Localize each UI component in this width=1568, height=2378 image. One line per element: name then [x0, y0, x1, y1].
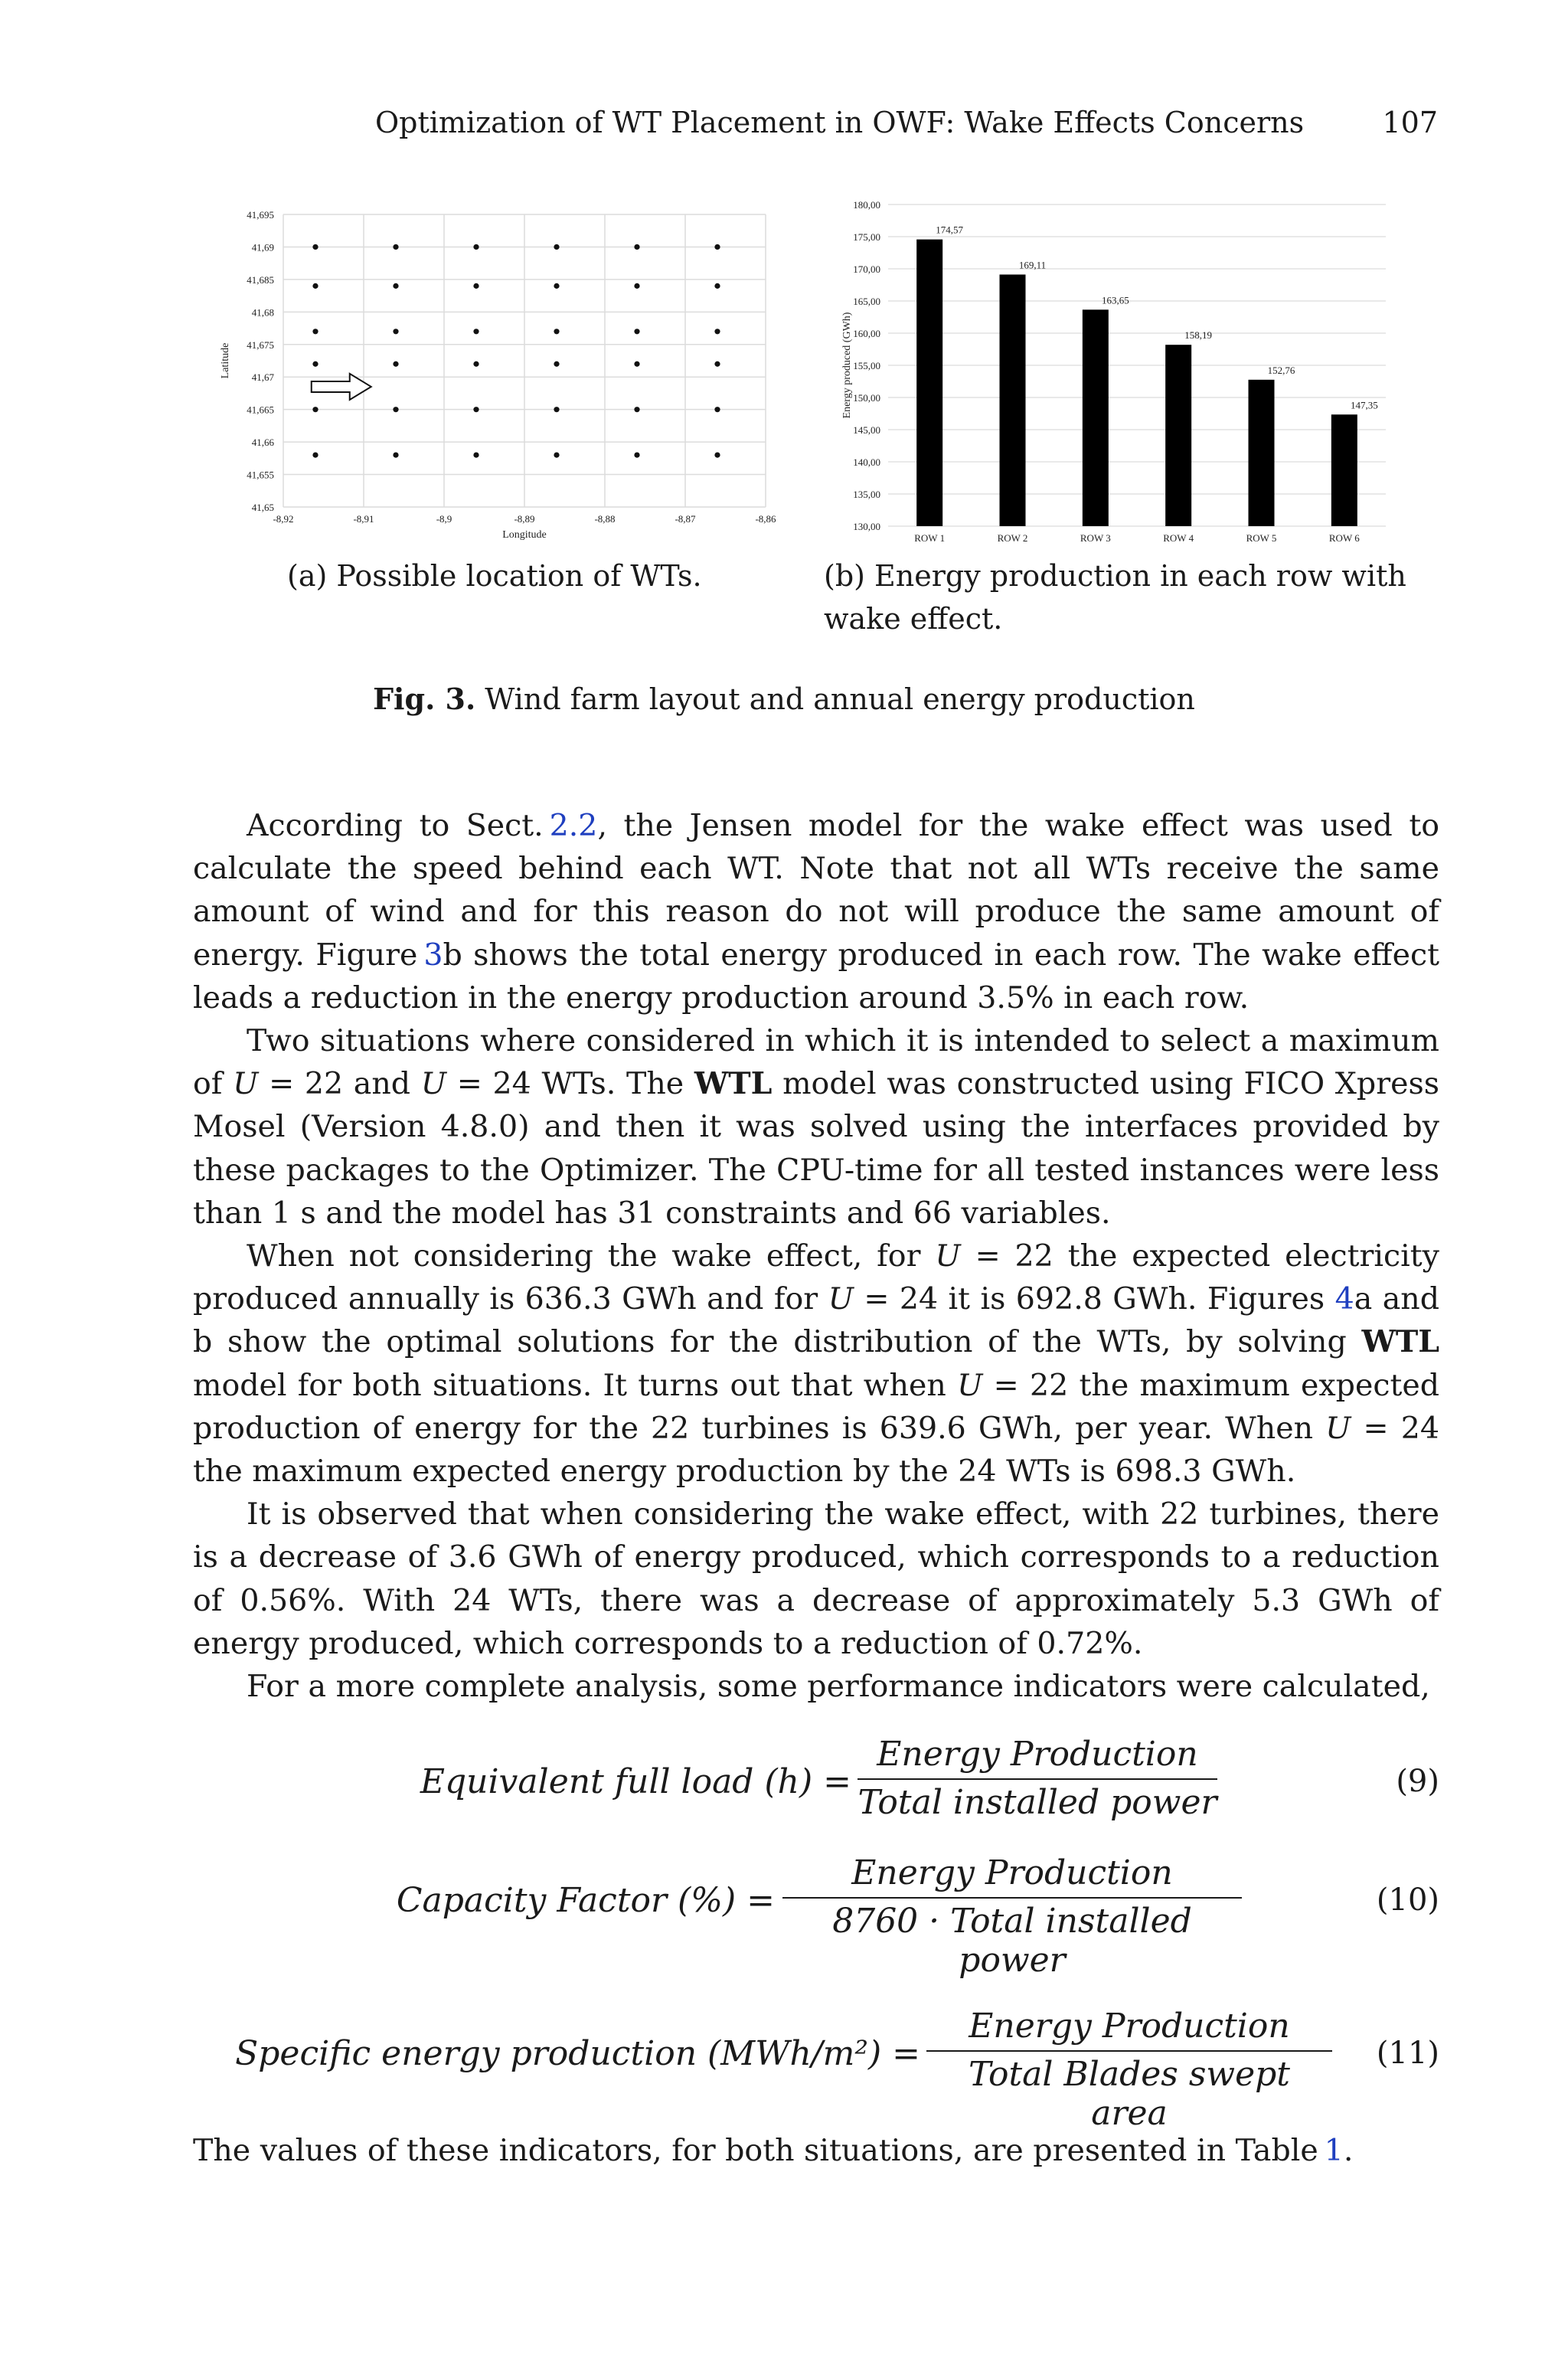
y-tick-label: 41,68: [251, 306, 274, 319]
x-tick-label: ROW 3: [1080, 532, 1111, 544]
equation-10: [193, 1853, 1439, 1980]
subfigure-b-caption-line2: wake effect.: [824, 602, 1003, 636]
y-tick-label: 41,66: [251, 437, 274, 449]
x-tick-label: -8,88: [594, 513, 616, 525]
turbine-point: [554, 361, 559, 367]
y-tick-label: 155,00: [853, 360, 880, 371]
turbine-point: [634, 452, 639, 457]
eq9-lhs: Equivalent full load (h) =: [420, 1762, 851, 1801]
p3-text-a: When not considering the wake effect, for: [247, 1238, 921, 1274]
p3-var-u3: U: [957, 1367, 983, 1403]
paragraph-2: [193, 1019, 1439, 1235]
p3-var-u2: U: [828, 1281, 854, 1317]
x-tick-label: -8,9: [436, 513, 452, 525]
p2-eq1: = 22 and: [258, 1066, 421, 1102]
turbine-point: [554, 244, 559, 250]
eq11-lhs: Specific energy production (MWh/m²) =: [235, 2034, 920, 2073]
turbine-point: [714, 407, 720, 412]
bar-value-label: 147,35: [1350, 399, 1378, 411]
figure-label: Fig. 3.: [373, 682, 476, 716]
y-tick-label: 41,675: [247, 339, 274, 351]
equation-11: [193, 2007, 1439, 2133]
turbine-point: [714, 452, 720, 457]
x-tick-label: ROW 4: [1163, 532, 1194, 544]
running-header: [375, 106, 1478, 144]
p1-text-a: According to Sect.: [247, 808, 544, 843]
y-tick-label: 175,00: [853, 231, 880, 243]
turbine-point: [714, 244, 720, 250]
turbine-point: [393, 329, 398, 334]
y-tick-label: 130,00: [853, 521, 880, 532]
eq9-numerator: Energy Production: [877, 1735, 1198, 1774]
turbine-point: [473, 283, 479, 289]
page-number: 107: [1382, 106, 1438, 139]
p2-text-b: model was constructed using FICO Xpress Mosel (Version 4.8.0) and then it was solved using the interfaces provided by these packages to the Optimizer. The CPU-time for all tested instances were less than 1 s and the model has 31 constraints and 66 variables.: [193, 1066, 1440, 1231]
turbine-point: [393, 283, 398, 289]
y-axis-label: Energy produced (GWh): [841, 312, 853, 419]
turbine-point: [312, 361, 318, 367]
turbine-point: [473, 452, 479, 457]
p6-text-a: The values of these indicators, for both situations, are presented in Table: [193, 2133, 1318, 2168]
turbine-point: [473, 244, 479, 250]
energy-bar: [1165, 345, 1191, 526]
turbine-point: [312, 244, 318, 250]
turbine-point: [714, 329, 720, 334]
subfigure-b-caption-line1: (b) Energy production in each row with: [824, 559, 1406, 593]
turbine-point: [634, 283, 639, 289]
x-tick-label: ROW 2: [997, 532, 1028, 544]
y-tick-label: 180,00: [853, 199, 880, 211]
y-tick-label: 41,655: [247, 469, 274, 481]
bar-value-label: 174,57: [936, 224, 964, 236]
p3-var-u4: U: [1325, 1410, 1351, 1446]
eq11-number: (11): [1376, 2036, 1439, 2071]
turbine-point: [312, 407, 318, 412]
paragraph-1: [193, 804, 1439, 1019]
x-axis-label: Longitude: [502, 529, 547, 541]
figure-caption-text: Wind farm layout and annual energy production: [485, 682, 1195, 716]
y-tick-label: 160,00: [853, 328, 880, 339]
p3-text-c: = 24 it is 692.8 GWh. Figures: [853, 1281, 1335, 1317]
turbine-point: [714, 283, 720, 289]
turbine-point: [554, 329, 559, 334]
energy-per-row-bar-chart: [827, 195, 1401, 555]
p3-text-g: = 24 the maximum expected energy production by the 24 WTs is 698.3 GWh.: [193, 1410, 1439, 1490]
x-tick-label: -8,86: [755, 513, 776, 525]
y-tick-label: 145,00: [853, 424, 880, 436]
eq11-numerator: Energy Production: [969, 2007, 1290, 2046]
table-1-ref-link[interactable]: 1: [1324, 2133, 1344, 2168]
turbine-point: [473, 361, 479, 367]
x-tick-label: -8,92: [273, 513, 294, 525]
paragraph-3: [193, 1235, 1439, 1493]
energy-bar: [1000, 274, 1026, 526]
wind-direction-arrow: [312, 374, 371, 400]
bar-value-label: 169,11: [1018, 259, 1047, 271]
turbine-point: [554, 283, 559, 289]
turbine-point: [634, 361, 639, 367]
turbine-point: [393, 452, 398, 457]
bar-value-label: 152,76: [1267, 364, 1295, 376]
p2-var-u1: U: [233, 1066, 259, 1102]
figure-caption: [0, 682, 1568, 716]
eq10-number: (10): [1376, 1882, 1439, 1918]
x-tick-label: -8,89: [514, 513, 535, 525]
energy-bar: [1249, 380, 1275, 526]
p3-text-d: a and b show the optimal solutions for the distribution of the WTs, by solving: [193, 1281, 1440, 1360]
paragraph-6: [193, 2129, 1439, 2172]
x-tick-label: -8,91: [353, 513, 374, 525]
turbine-point: [312, 283, 318, 289]
p2-wtl: WTL: [694, 1066, 773, 1102]
eq11-fraction: [926, 2007, 1332, 2133]
turbine-point: [714, 361, 720, 367]
body-text-top: [193, 804, 1439, 1708]
x-tick-label: ROW 1: [914, 532, 946, 544]
turbine-point: [634, 407, 639, 412]
wt-location-scatter-chart: [207, 195, 781, 555]
turbine-point: [473, 407, 479, 412]
turbine-point: [473, 329, 479, 334]
y-tick-label: 41,65: [251, 502, 274, 513]
y-tick-label: 165,00: [853, 296, 880, 307]
turbine-point: [554, 452, 559, 457]
y-tick-label: 140,00: [853, 456, 880, 468]
x-tick-label: -8,87: [675, 513, 696, 525]
p1-text-b: , the Jensen model for the wake effect was used to calculate the speed behind each WT. Note that not all WTs receive the same amount of wind and for this reason do not will produce the same amount of energy. Figure: [193, 808, 1439, 973]
energy-bar: [1083, 309, 1109, 526]
subfigure-a-caption: (a) Possible location of WTs.: [287, 559, 702, 593]
p3-wtl: WTL: [1361, 1324, 1439, 1360]
bar-value-label: 158,19: [1184, 329, 1213, 342]
running-title: Optimization of WT Placement in OWF: Wake Effects Concerns: [375, 106, 1305, 139]
y-tick-label: 41,69: [251, 241, 274, 254]
p2-text-a: Two situations where considered in which it is intended to select a maximum of: [193, 1023, 1439, 1102]
y-axis-label: Latitude: [220, 342, 231, 379]
section-ref-link[interactable]: 2.2: [549, 808, 598, 843]
energy-bar: [916, 240, 942, 526]
y-tick-label: 41,67: [251, 371, 274, 384]
bar-value-label: 163,65: [1101, 294, 1129, 306]
turbine-point: [393, 244, 398, 250]
equation-9: [193, 1735, 1439, 1827]
figure-3-ref-link[interactable]: 3: [423, 937, 443, 973]
paragraph-4: It is observed that when considering the wake effect, with 22 turbines, there is a decrease of 3.6 GWh of energy produced, which corresponds to a reduction of 0.56%. With 24 WTs, there was a decrease of approximately 5.3 GWh of energy produced, which corresponds to a reduction of 0.72%.: [193, 1496, 1439, 1661]
energy-bar: [1331, 414, 1357, 526]
y-tick-label: 41,665: [247, 404, 274, 416]
p1-text-c: b shows the total energy produced in each row. The wake effect leads a reduction in the energy production around 3.5% in each row.: [193, 937, 1439, 1016]
eq10-numerator: Energy Production: [851, 1853, 1173, 1892]
p2-var-u2: U: [420, 1066, 447, 1102]
eq9-number: (9): [1396, 1764, 1439, 1799]
turbine-point: [312, 329, 318, 334]
p3-text-b: = 22 the expected electricity produced annually is 636.3 GWh and for: [193, 1238, 1439, 1317]
turbine-point: [393, 361, 398, 367]
eq10-denominator: 8760 · Total installed power: [832, 1902, 1192, 1980]
y-tick-label: 150,00: [853, 392, 880, 404]
body-text-bottom: [193, 2129, 1439, 2172]
y-tick-label: 41,695: [247, 209, 274, 221]
paragraph-5: For a more complete analysis, some performance indicators were calculated,: [247, 1669, 1430, 1705]
eq9-denominator: Total installed power: [858, 1783, 1217, 1822]
turbine-point: [634, 329, 639, 334]
p3-text-e: model for both situations. It turns out that when: [193, 1367, 958, 1403]
turbine-point: [554, 407, 559, 412]
y-tick-label: 135,00: [853, 489, 880, 500]
turbine-point: [393, 407, 398, 412]
eq10-lhs: Capacity Factor (%) =: [396, 1881, 775, 1920]
eq11-denominator: Total Blades swept area: [969, 2055, 1290, 2133]
turbine-point: [634, 244, 639, 250]
figure-4-ref-link[interactable]: 4: [1334, 1281, 1354, 1317]
p6-text-b: .: [1343, 2133, 1354, 2168]
p2-eq2: = 24 WTs. The: [446, 1066, 694, 1102]
y-tick-label: 41,685: [247, 273, 274, 286]
eq10-fraction: [782, 1853, 1242, 1980]
eq9-fraction: [858, 1735, 1217, 1822]
turbine-point: [312, 452, 318, 457]
x-tick-label: ROW 6: [1328, 532, 1360, 544]
p3-text-f: = 22 the maximum expected production of energy for the 22 turbines is 639.6 GWh, per year. When: [193, 1367, 1439, 1446]
p3-var-u1: U: [935, 1238, 961, 1274]
x-tick-label: ROW 5: [1246, 532, 1277, 544]
y-tick-label: 170,00: [853, 263, 880, 275]
